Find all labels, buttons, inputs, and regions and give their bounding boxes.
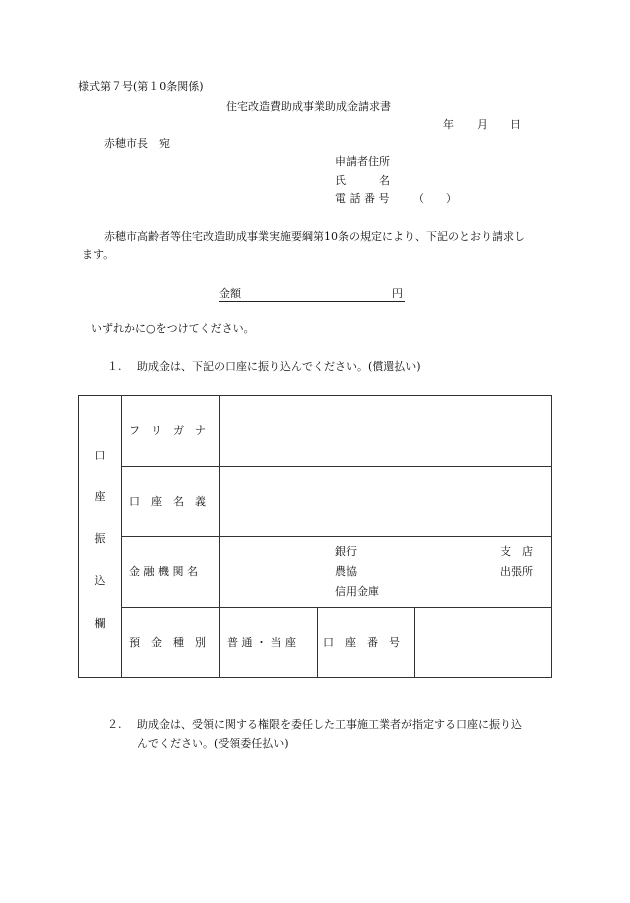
account-name-label: 口 座 名 義 [129, 495, 206, 508]
side-label-char: 座 [94, 490, 106, 503]
branch-type-office: 出張所 [500, 565, 533, 578]
amount-field[interactable] [219, 287, 405, 302]
furigana-field[interactable] [220, 397, 550, 465]
account-name-field[interactable] [220, 467, 550, 535]
option2-text-line2: んでください。(受領委任払い) [137, 737, 289, 750]
body-text-line2: ます。 [82, 248, 115, 261]
date-month-label: 月 [477, 118, 488, 131]
institution-label: 金 融 機 関 名 [129, 565, 198, 578]
account-number-field[interactable] [415, 608, 550, 676]
applicant-phone-label: 電 話 番 号 [335, 192, 390, 205]
amount-label: 金額 [219, 287, 241, 300]
page-title: 住宅改造費助成事業助成金請求書 [226, 100, 391, 113]
recipient: 赤穂市長 宛 [104, 137, 170, 150]
furigana-label: フ リ ガ ナ [129, 424, 206, 437]
side-label-char: 口 [94, 449, 106, 462]
instruction: いずれかに○をつけてください。 [91, 322, 255, 335]
bank-account-table [78, 395, 552, 678]
option1-number: １. [107, 360, 122, 373]
institution-type-bank: 銀行 [335, 545, 357, 558]
side-label-char: 込 [94, 574, 106, 587]
branch-type-branch: 支 店 [500, 545, 533, 558]
option2-number: ２. [107, 718, 122, 731]
side-label-char: 振 [94, 532, 106, 545]
table-divider [317, 607, 318, 677]
institution-type-credit-union: 信用金庫 [335, 585, 379, 598]
date-day-label: 日 [510, 118, 521, 131]
option2-text-line1: 助成金は、受領に関する権限を委任した工事施工業者が指定する口座に振り込 [137, 718, 522, 731]
applicant-phone-parens: （ ） [413, 192, 457, 205]
option1-text: 助成金は、下記の口座に振り込んでください。(償還払い) [137, 360, 421, 373]
institution-type-agri-coop: 農協 [335, 565, 357, 578]
table-divider [121, 536, 551, 537]
date-year-label: 年 [443, 118, 454, 131]
applicant-address-label: 申請者住所 [335, 155, 390, 168]
deposit-type-options[interactable]: 普 通 ・ 当 座 [227, 636, 296, 649]
account-number-label: 口 座 番 号 [323, 636, 400, 649]
amount-unit: 円 [392, 287, 403, 300]
applicant-name-label: 氏 名 [335, 174, 390, 187]
deposit-type-label: 預 金 種 別 [129, 636, 206, 649]
side-label-char: 欄 [94, 617, 106, 630]
form-number: 様式第７号(第１0条関係) [78, 80, 204, 93]
body-text-line1: 赤穂市高齢者等住宅改造助成事業実施要綱第10条の規定により、下記のとおり請求し [104, 230, 525, 243]
